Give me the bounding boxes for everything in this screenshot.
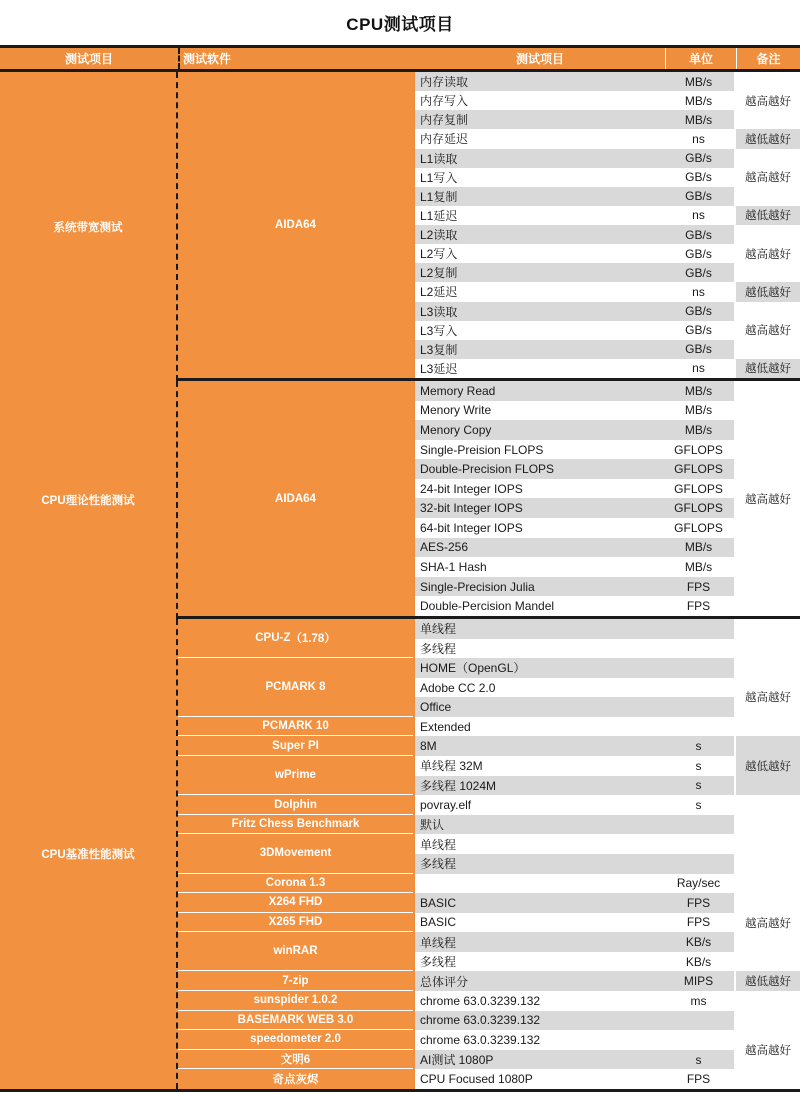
test-item-cell: povray.elf — [415, 795, 663, 815]
unit-cell — [663, 834, 734, 854]
table-row — [415, 225, 734, 244]
unit-cell: FPS — [663, 577, 734, 597]
software-name: X265 FHD — [268, 915, 323, 928]
note-cell — [736, 795, 800, 873]
table-row — [415, 321, 734, 340]
unit-cell: GFLOPS — [663, 498, 734, 518]
software-cell — [178, 834, 413, 873]
table-row — [415, 282, 734, 301]
software-name: 奇点灰烬 — [272, 1074, 319, 1087]
test-item-cell: 内存读取 — [415, 72, 663, 91]
table-row — [415, 854, 734, 874]
unit-cell: FPS — [663, 1069, 734, 1089]
unit-cell: GFLOPS — [663, 459, 734, 479]
test-item-cell: 多线程 — [415, 952, 663, 972]
test-item-cell: Double-Precision FLOPS — [415, 459, 663, 479]
table-row — [415, 577, 734, 597]
unit-cell: GFLOPS — [663, 518, 734, 538]
unit-cell: MB/s — [663, 110, 734, 129]
unit-cell: GB/s — [663, 302, 734, 321]
unit-cell: MIPS — [663, 971, 734, 991]
unit-cell: MB/s — [663, 420, 734, 440]
test-item-cell: L3复制 — [415, 340, 663, 359]
note-cell: 越高越好 — [736, 72, 800, 129]
software-column — [178, 619, 415, 1089]
note-cell: 越低越好 — [736, 359, 800, 378]
unit-cell — [663, 1030, 734, 1050]
table-row — [415, 263, 734, 282]
table-row — [415, 1030, 734, 1050]
header-cell-unit: 单位 — [665, 48, 736, 69]
test-item-cell: 内存复制 — [415, 110, 663, 129]
note-cell: 越低越好 — [736, 736, 800, 795]
table-row — [415, 91, 734, 110]
test-item-cell: chrome 63.0.3239.132 — [415, 991, 663, 1011]
software-cell — [178, 381, 413, 616]
software-cell — [178, 874, 413, 894]
section-category-cell: 系统带宽测试 — [0, 72, 178, 381]
test-item-cell: L1读取 — [415, 149, 663, 168]
test-item-cell: chrome 63.0.3239.132 — [415, 1011, 663, 1031]
note-cell — [736, 619, 800, 658]
software-name: X264 FHD — [268, 896, 323, 909]
title-bar — [0, 0, 800, 45]
table-row — [415, 932, 734, 952]
table-row — [415, 736, 734, 756]
table-row — [415, 359, 734, 378]
unit-cell: GB/s — [663, 187, 734, 206]
table-row — [415, 1050, 734, 1070]
software-cell — [178, 1050, 413, 1070]
unit-cell: ms — [663, 991, 734, 1011]
software-cell — [178, 971, 413, 991]
table-row — [415, 619, 734, 639]
test-item-cell: L1延迟 — [415, 206, 663, 225]
test-item-cell: L3写入 — [415, 321, 663, 340]
unit-cell: MB/s — [663, 557, 734, 577]
header-cell-note: 备注 — [736, 48, 800, 69]
test-item-cell: 单线程 32M — [415, 756, 663, 776]
unit-cell: FPS — [663, 596, 734, 616]
table-row — [415, 244, 734, 263]
unit-cell: GB/s — [663, 263, 734, 282]
software-name: AIDA64 — [275, 219, 316, 231]
software-name: speedometer 2.0 — [250, 1033, 341, 1046]
software-name: PCMARK 8 — [265, 681, 326, 694]
table-row — [415, 1069, 734, 1089]
unit-cell: ns — [663, 282, 734, 301]
note-cell: 越低越好 — [736, 282, 800, 301]
unit-cell: KB/s — [663, 932, 734, 952]
table-row — [415, 401, 734, 421]
table-row — [415, 206, 734, 225]
unit-cell: s — [663, 736, 734, 756]
unit-cell: Ray/sec — [663, 874, 734, 894]
test-item-cell: 内存延迟 — [415, 129, 663, 148]
unit-cell: MB/s — [663, 91, 734, 110]
test-item-cell: SHA-1 Hash — [415, 557, 663, 577]
unit-cell: GB/s — [663, 321, 734, 340]
software-cell — [178, 913, 413, 933]
table-row — [415, 834, 734, 854]
note-cell: 越高越好 — [736, 658, 800, 736]
item-unit-column — [415, 72, 736, 378]
table-row — [415, 479, 734, 499]
test-item-cell: L1复制 — [415, 187, 663, 206]
table-row — [415, 498, 734, 518]
unit-cell — [663, 619, 734, 639]
unit-cell: GFLOPS — [663, 440, 734, 460]
table-row — [415, 187, 734, 206]
software-name: 3DMovement — [259, 847, 332, 860]
table-row — [415, 459, 734, 479]
unit-cell: MB/s — [663, 72, 734, 91]
test-item-cell: 64-bit Integer IOPS — [415, 518, 663, 538]
table-row — [415, 815, 734, 835]
test-item-cell: Menory Write — [415, 401, 663, 421]
test-item-cell: L1写入 — [415, 168, 663, 187]
test-item-cell: CPU Focused 1080P — [415, 1069, 663, 1089]
unit-cell: MB/s — [663, 538, 734, 558]
unit-cell: ns — [663, 359, 734, 378]
test-item-cell: BASIC — [415, 913, 663, 933]
software-column — [178, 381, 415, 616]
software-cell — [178, 991, 413, 1011]
test-item-cell: Office — [415, 697, 663, 717]
test-item-cell: L2写入 — [415, 244, 663, 263]
test-item-cell: 多线程 1024M — [415, 776, 663, 796]
table-row — [415, 129, 734, 148]
unit-cell: s — [663, 776, 734, 796]
table-row — [415, 756, 734, 776]
table-row — [415, 149, 734, 168]
table-row — [415, 596, 734, 616]
table-sections — [0, 72, 800, 1089]
software-cell — [178, 658, 413, 717]
table-section — [0, 381, 800, 619]
table-row — [415, 518, 734, 538]
software-cell — [178, 756, 413, 795]
table-row — [415, 420, 734, 440]
unit-cell — [663, 678, 734, 698]
table-row — [415, 538, 734, 558]
software-name: 7-zip — [282, 974, 309, 987]
software-name: Super PI — [272, 739, 319, 752]
note-column — [736, 72, 800, 378]
test-item-cell: 32-bit Integer IOPS — [415, 498, 663, 518]
unit-cell: GB/s — [663, 149, 734, 168]
test-item-cell: HOME（OpenGL） — [415, 658, 663, 678]
note-cell: 越高越好 — [736, 1011, 800, 1089]
test-item-cell: 多线程 — [415, 639, 663, 659]
unit-cell: GB/s — [663, 340, 734, 359]
test-item-cell: 多线程 — [415, 854, 663, 874]
table-row — [415, 639, 734, 659]
table-row — [415, 440, 734, 460]
table-row — [415, 340, 734, 359]
unit-cell: MB/s — [663, 401, 734, 421]
note-cell: 越高越好 — [736, 302, 800, 359]
unit-cell: ns — [663, 129, 734, 148]
software-cell — [178, 815, 413, 835]
software-name: AIDA64 — [275, 492, 316, 505]
test-item-cell: 总体评分 — [415, 971, 663, 991]
note-column — [736, 381, 800, 616]
test-item-cell: BASIC — [415, 893, 663, 913]
unit-cell: FPS — [663, 913, 734, 933]
test-item-cell: L3延迟 — [415, 359, 663, 378]
table-row — [415, 795, 734, 815]
note-cell: 越低越好 — [736, 971, 800, 991]
software-name: 文明6 — [280, 1054, 311, 1067]
table-row — [415, 557, 734, 577]
software-cell — [178, 72, 413, 378]
software-name: PCMARK 10 — [262, 720, 329, 733]
software-name: CPU-Z — [255, 632, 291, 645]
table-row — [415, 913, 734, 933]
unit-cell: s — [663, 756, 734, 776]
test-item-cell: Memory Read — [415, 381, 663, 401]
item-unit-column — [415, 381, 736, 616]
test-item-cell: L2延迟 — [415, 282, 663, 301]
unit-cell — [663, 815, 734, 835]
test-item-cell: Adobe CC 2.0 — [415, 678, 663, 698]
table-row — [415, 893, 734, 913]
software-cell — [178, 736, 413, 756]
note-cell: 越高越好 — [736, 381, 800, 616]
unit-cell: s — [663, 795, 734, 815]
software-name: Fritz Chess Benchmark — [231, 818, 360, 831]
test-item-cell: Double-Percision Mandel — [415, 596, 663, 616]
software-name: BASEMARK WEB 3.0 — [237, 1013, 354, 1026]
page-title: CPU测试项目 — [346, 15, 454, 34]
test-item-cell: 单线程 — [415, 932, 663, 952]
table-row — [415, 971, 734, 991]
cpu-test-table — [0, 45, 800, 1092]
unit-cell: GB/s — [663, 168, 734, 187]
note-cell: 越低越好 — [736, 129, 800, 148]
test-item-cell: Single-Preision FLOPS — [415, 440, 663, 460]
software-cell — [178, 1069, 413, 1089]
test-item-cell: Single-Precision Julia — [415, 577, 663, 597]
table-row — [415, 697, 734, 717]
software-cell — [178, 717, 413, 737]
test-item-cell: 单线程 — [415, 834, 663, 854]
unit-cell: GB/s — [663, 225, 734, 244]
test-item-cell — [415, 874, 663, 894]
unit-cell: FPS — [663, 893, 734, 913]
table-section — [0, 619, 800, 1089]
test-item-cell: L2复制 — [415, 263, 663, 282]
software-cell — [178, 893, 413, 913]
table-row — [415, 658, 734, 678]
table-row — [415, 302, 734, 321]
note-column — [736, 619, 800, 1089]
table-row — [415, 110, 734, 129]
software-name: wPrime — [275, 769, 316, 782]
unit-cell — [663, 717, 734, 737]
software-cell — [178, 795, 413, 815]
table-row — [415, 381, 734, 401]
note-cell: 越低越好 — [736, 206, 800, 225]
unit-cell — [663, 1011, 734, 1031]
table-row — [415, 1011, 734, 1031]
table-row — [415, 874, 734, 894]
section-category-cell: CPU理论性能测试 — [0, 381, 178, 619]
test-item-cell: Menory Copy — [415, 420, 663, 440]
unit-cell — [663, 854, 734, 874]
software-cell — [178, 619, 413, 658]
test-item-cell: AI测试 1080P — [415, 1050, 663, 1070]
software-cell — [178, 1011, 413, 1031]
test-item-cell: 8M — [415, 736, 663, 756]
table-row — [415, 678, 734, 698]
unit-cell: GB/s — [663, 244, 734, 263]
table-row — [415, 168, 734, 187]
note-cell — [736, 991, 800, 1011]
unit-cell — [663, 697, 734, 717]
software-name: Corona 1.3 — [265, 876, 326, 889]
table-row — [415, 991, 734, 1011]
software-column — [178, 72, 415, 378]
note-cell: 越高越好 — [736, 225, 800, 282]
software-cell — [178, 932, 413, 971]
note-cell: 越高越好 — [736, 874, 800, 972]
table-row — [415, 952, 734, 972]
section-category-cell: CPU基准性能测试 — [0, 619, 178, 1089]
test-item-cell: chrome 63.0.3239.132 — [415, 1030, 663, 1050]
unit-cell: KB/s — [663, 952, 734, 972]
header-cell-software: 测试软件 — [178, 48, 415, 69]
test-item-cell: L3读取 — [415, 302, 663, 321]
test-item-cell: L2读取 — [415, 225, 663, 244]
test-item-cell: Extended — [415, 717, 663, 737]
test-item-cell: 24-bit Integer IOPS — [415, 479, 663, 499]
unit-cell: ns — [663, 206, 734, 225]
software-cell — [178, 1030, 413, 1050]
table-row — [415, 717, 734, 737]
table-section — [0, 72, 800, 381]
test-item-cell: AES-256 — [415, 538, 663, 558]
table-header-row — [0, 48, 800, 72]
note-cell: 越高越好 — [736, 149, 800, 206]
table-row — [415, 776, 734, 796]
test-item-cell: 单线程 — [415, 619, 663, 639]
software-name: Dolphin — [274, 798, 317, 811]
header-cell-item: 测试项目 — [515, 52, 564, 66]
software-name: sunspider 1.0.2 — [253, 994, 338, 1007]
software-name: winRAR — [273, 945, 318, 958]
header-cell-category: 测试项目 — [64, 52, 113, 66]
unit-cell — [663, 658, 734, 678]
unit-cell: MB/s — [663, 381, 734, 401]
test-item-cell: 默认 — [415, 815, 663, 835]
software-version: （1.78） — [290, 633, 336, 646]
item-unit-column — [415, 619, 736, 1089]
test-item-cell: 内存写入 — [415, 91, 663, 110]
unit-cell — [663, 639, 734, 659]
unit-cell: s — [663, 1050, 734, 1070]
unit-cell: GFLOPS — [663, 479, 734, 499]
table-row — [415, 72, 734, 91]
